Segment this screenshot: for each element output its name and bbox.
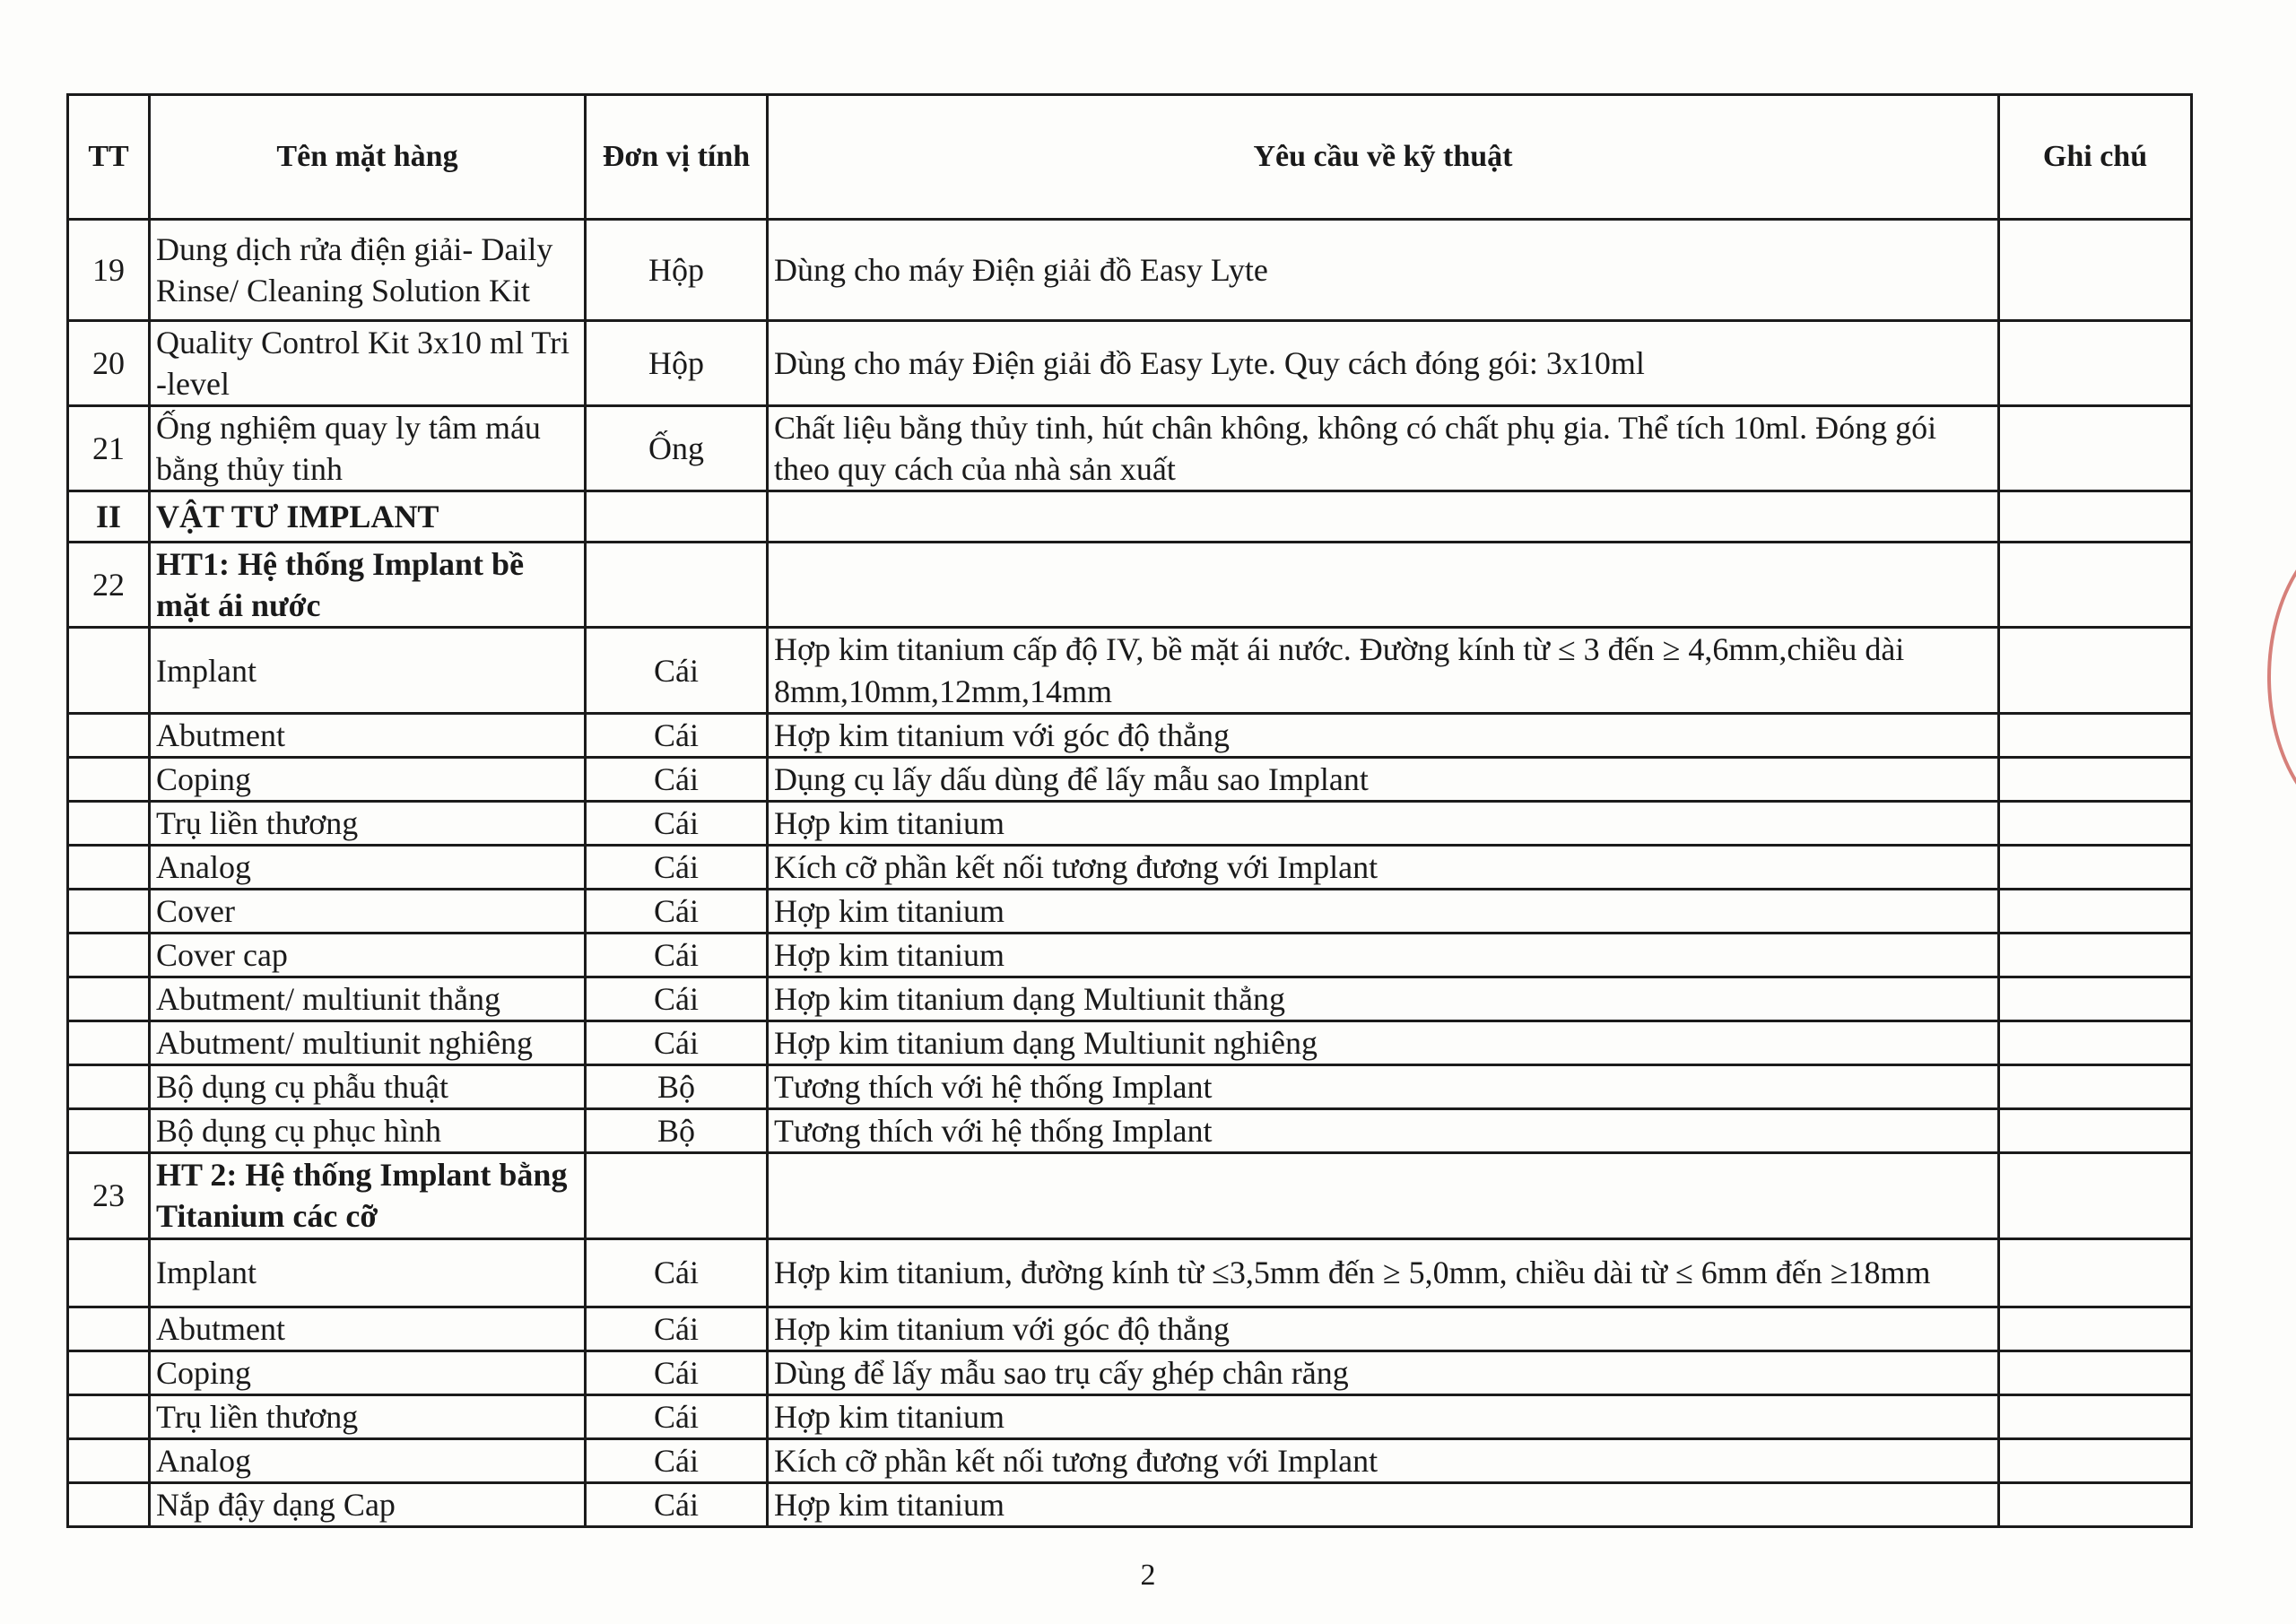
item-requirement: Hợp kim titanium: [768, 889, 1999, 933]
item-requirement: [768, 491, 1999, 543]
item-note: [1999, 1350, 2192, 1394]
table-row: [68, 1482, 2192, 1526]
row-number: [68, 1021, 150, 1065]
row-number: 23: [68, 1153, 150, 1238]
row-number: [68, 889, 150, 933]
item-note: [1999, 1238, 2192, 1307]
row-number: [68, 1482, 150, 1526]
item-note: [1999, 491, 2192, 543]
item-name: Ống nghiệm quay ly tâm máu bằng thủy tinh: [150, 406, 586, 491]
table-row: [68, 977, 2192, 1021]
item-unit: Cái: [586, 801, 768, 845]
header-notes: Ghi chú: [1999, 95, 2192, 220]
table-row: [68, 220, 2192, 321]
item-unit: Ống: [586, 406, 768, 491]
item-note: [1999, 845, 2192, 889]
item-note: [1999, 757, 2192, 801]
item-unit: Cái: [586, 845, 768, 889]
item-unit: Cái: [586, 1021, 768, 1065]
item-name: Abutment/ multiunit thẳng: [150, 977, 586, 1021]
table-row: [68, 1307, 2192, 1350]
item-name: Analog: [150, 845, 586, 889]
item-unit: Cái: [586, 757, 768, 801]
item-requirement: Hợp kim titanium: [768, 934, 1999, 977]
row-number: [68, 845, 150, 889]
item-unit: [586, 1153, 768, 1238]
item-requirement: Dùng cho máy Điện giải đồ Easy Lyte. Quy cách đóng gói: 3x10ml: [768, 321, 1999, 406]
item-name: Analog: [150, 1438, 586, 1482]
table-row: [68, 801, 2192, 845]
item-unit: [586, 543, 768, 628]
item-name: Quality Control Kit 3x10 ml Tri -level: [150, 321, 586, 406]
item-name: Abutment: [150, 1307, 586, 1350]
table-row: [68, 845, 2192, 889]
item-unit: Cái: [586, 1350, 768, 1394]
item-requirement: [768, 543, 1999, 628]
row-number: [68, 1065, 150, 1109]
item-name: Cover: [150, 889, 586, 933]
item-unit: Bộ: [586, 1065, 768, 1109]
table-row: [68, 1438, 2192, 1482]
row-number: [68, 1109, 150, 1153]
item-unit: Cái: [586, 1394, 768, 1438]
item-note: [1999, 977, 2192, 1021]
item-unit: Cái: [586, 713, 768, 757]
item-name: Implant: [150, 1238, 586, 1307]
row-number: [68, 934, 150, 977]
item-requirement: Hợp kim titanium cấp độ IV, bề mặt ái nước. Đường kính từ ≤ 3 đến ≥ 4,6mm,chiều dài 8mm,10mm,12mm,14mm: [768, 628, 1999, 713]
table-row: [68, 934, 2192, 977]
item-name: VẬT TƯ IMPLANT: [150, 491, 586, 543]
table-row: [68, 321, 2192, 406]
row-number: 19: [68, 220, 150, 321]
item-note: [1999, 1307, 2192, 1350]
table-row: [68, 1065, 2192, 1109]
item-name: Coping: [150, 757, 586, 801]
item-requirement: Dùng cho máy Điện giải đồ Easy Lyte: [768, 220, 1999, 321]
item-requirement: Dùng để lấy mẫu sao trụ cấy ghép chân răng: [768, 1350, 1999, 1394]
item-name: HT 2: Hệ thống Implant bằng Titanium các cỡ: [150, 1153, 586, 1238]
table-body: [68, 220, 2192, 1527]
row-number: [68, 801, 150, 845]
table-row: [68, 406, 2192, 491]
item-note: [1999, 889, 2192, 933]
header-tt: TT: [68, 95, 150, 220]
item-requirement: Hợp kim titanium: [768, 801, 1999, 845]
header-row: [68, 95, 2192, 220]
table-row: [68, 757, 2192, 801]
row-number: [68, 1238, 150, 1307]
item-unit: Bộ: [586, 1109, 768, 1153]
item-unit: [586, 491, 768, 543]
item-note: [1999, 801, 2192, 845]
item-requirement: Chất liệu bằng thủy tinh, hút chân không, không có chất phụ gia. Thể tích 10ml. Đóng gói theo quy cách của nhà sản xuất: [768, 406, 1999, 491]
item-name: Bộ dụng cụ phục hình: [150, 1109, 586, 1153]
item-unit: Hộp: [586, 321, 768, 406]
item-unit: Cái: [586, 628, 768, 713]
item-unit: Cái: [586, 1238, 768, 1307]
row-number: [68, 757, 150, 801]
item-name: Trụ liền thương: [150, 1394, 586, 1438]
item-note: [1999, 713, 2192, 757]
item-note: [1999, 1438, 2192, 1482]
item-requirement: Hợp kim titanium với góc độ thẳng: [768, 1307, 1999, 1350]
item-name: Trụ liền thương: [150, 801, 586, 845]
item-requirement: Hợp kim titanium, đường kính từ ≤3,5mm đến ≥ 5,0mm, chiều dài từ ≤ 6mm đến ≥18mm: [768, 1238, 1999, 1307]
row-number: 20: [68, 321, 150, 406]
item-requirement: [768, 1153, 1999, 1238]
item-unit: Cái: [586, 1307, 768, 1350]
item-note: [1999, 321, 2192, 406]
page-number: 2: [1140, 1559, 1156, 1592]
row-number: 21: [68, 406, 150, 491]
item-note: [1999, 406, 2192, 491]
item-requirement: Dụng cụ lấy dấu dùng để lấy mẫu sao Implant: [768, 757, 1999, 801]
item-note: [1999, 1065, 2192, 1109]
row-number: [68, 977, 150, 1021]
item-note: [1999, 1021, 2192, 1065]
item-unit: Cái: [586, 889, 768, 933]
item-unit: Hộp: [586, 220, 768, 321]
group-row: [68, 1153, 2192, 1238]
item-note: [1999, 220, 2192, 321]
table-row: [68, 713, 2192, 757]
item-requirement: Hợp kim titanium: [768, 1482, 1999, 1526]
row-number: [68, 713, 150, 757]
table-row: [68, 1021, 2192, 1065]
item-requirement: Kích cỡ phần kết nối tương đương với Implant: [768, 845, 1999, 889]
item-name: Cover cap: [150, 934, 586, 977]
item-requirement: Tương thích với hệ thống Implant: [768, 1109, 1999, 1153]
table-header: [68, 95, 2192, 220]
table-row: [68, 1350, 2192, 1394]
item-requirement: Hợp kim titanium dạng Multiunit thẳng: [768, 977, 1999, 1021]
seal-ring: [2267, 525, 2296, 829]
table-row: [68, 1394, 2192, 1438]
item-name: Nắp đậy dạng Cap: [150, 1482, 586, 1526]
item-unit: Cái: [586, 977, 768, 1021]
row-number: [68, 1307, 150, 1350]
item-requirement: Hợp kim titanium: [768, 1394, 1999, 1438]
red-seal-stamp-fragment: [2255, 525, 2296, 829]
table-row: [68, 1109, 2192, 1153]
item-requirement: Kích cỡ phần kết nối tương đương với Implant: [768, 1438, 1999, 1482]
table-row: [68, 628, 2192, 713]
item-name: Abutment: [150, 713, 586, 757]
item-unit: Cái: [586, 1482, 768, 1526]
row-number: [68, 1350, 150, 1394]
item-note: [1999, 628, 2192, 713]
item-name: HT1: Hệ thống Implant bề mặt ái nước: [150, 543, 586, 628]
row-number: [68, 628, 150, 713]
item-requirement: Hợp kim titanium với góc độ thẳng: [768, 713, 1999, 757]
item-note: [1999, 934, 2192, 977]
group-row: [68, 543, 2192, 628]
item-name: Implant: [150, 628, 586, 713]
row-number: II: [68, 491, 150, 543]
item-requirement: Tương thích với hệ thống Implant: [768, 1065, 1999, 1109]
table-row: [68, 889, 2192, 933]
item-note: [1999, 1109, 2192, 1153]
item-note: [1999, 1153, 2192, 1238]
header-unit: Đơn vị tính: [586, 95, 768, 220]
section-row: [68, 491, 2192, 543]
item-note: [1999, 543, 2192, 628]
row-number: [68, 1394, 150, 1438]
item-name: Coping: [150, 1350, 586, 1394]
item-name: Dung dịch rửa điện giải- Daily Rinse/ Cleaning Solution Kit: [150, 220, 586, 321]
header-item-name: Tên mặt hàng: [150, 95, 586, 220]
item-name: Abutment/ multiunit nghiêng: [150, 1021, 586, 1065]
item-note: [1999, 1482, 2192, 1526]
item-unit: Cái: [586, 1438, 768, 1482]
row-number: [68, 1438, 150, 1482]
technical-spec-table: [66, 93, 2193, 1528]
item-note: [1999, 1394, 2192, 1438]
item-unit: Cái: [586, 934, 768, 977]
item-requirement: Hợp kim titanium dạng Multiunit nghiêng: [768, 1021, 1999, 1065]
header-requirements: Yêu cầu về kỹ thuật: [768, 95, 1999, 220]
item-name: Bộ dụng cụ phẫu thuật: [150, 1065, 586, 1109]
row-number: 22: [68, 543, 150, 628]
table-row: [68, 1238, 2192, 1307]
